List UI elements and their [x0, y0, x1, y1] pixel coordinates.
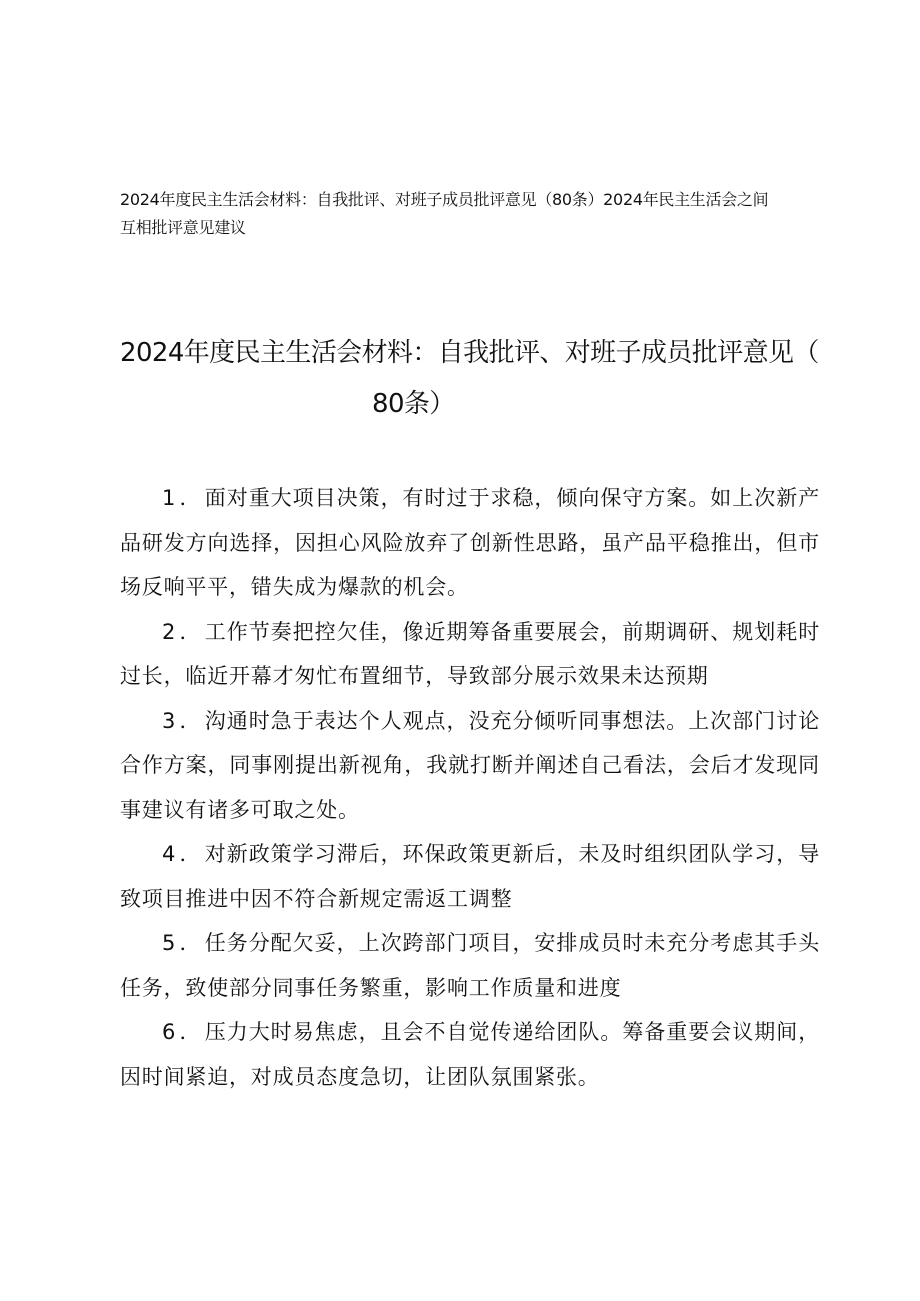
list-item	[120, 610, 820, 699]
item-number: 6．	[162, 1020, 205, 1044]
list-item	[120, 1010, 820, 1099]
item-text: 沟通时急于表达个人观点，没充分倾听同事想法。上次部门讨论合作方案，同事刚提出新视角，我就打断并阐述自己看法，会后才发现同事建议有诸多可取之处。	[120, 708, 820, 822]
item-number: 4．	[162, 842, 205, 866]
criticism-list	[120, 476, 820, 1099]
item-text: 面对重大项目决策，有时过于求稳，倾向保守方案。如上次新产品研发方向选择，因担心风险放弃了创新性思路，虽产品平稳推出，但市场反响平平，错失成为爆款的机会。	[120, 486, 820, 599]
item-text: 对新政策学习滞后，环保政策更新后，未及时组织团队学习，导致项目推进中因不符合新规定需返工调整	[120, 842, 820, 911]
list-item	[120, 699, 820, 833]
document-title-line-2: 80条）	[372, 389, 455, 419]
item-number: 2．	[162, 619, 205, 644]
header-title-line-1: 2024年度民主生活会材料：自我批评、对班子成员批评意见（80条）2024年民主生活会之间	[120, 190, 769, 209]
document-title-line-1: 2024年度民主生活会材料：自我批评、对班子成员批评意见（	[120, 338, 819, 368]
item-text: 任务分配欠妥，上次跨部门项目，安排成员时未充分考虑其手头任务，致使部分同事任务繁重，影响工作质量和进度	[120, 931, 820, 1000]
list-item	[120, 921, 820, 1010]
list-item	[120, 832, 820, 921]
item-text: 压力大时易焦虑，且会不自觉传递给团队。筹备重要会议期间，因时间紧迫，对成员态度急切，让团队氛围紧张。	[120, 1020, 820, 1089]
header-title-line-2: 互相批评意见建议	[120, 218, 246, 237]
item-number: 3．	[162, 708, 205, 733]
item-number: 5．	[162, 931, 205, 955]
list-item	[120, 476, 820, 610]
item-number: 1．	[162, 486, 205, 510]
item-text: 工作节奏把控欠佳，像近期筹备重要展会，前期调研、规划耗时过长，临近开幕才匆忙布置细节，导致部分展示效果未达预期	[120, 619, 820, 688]
